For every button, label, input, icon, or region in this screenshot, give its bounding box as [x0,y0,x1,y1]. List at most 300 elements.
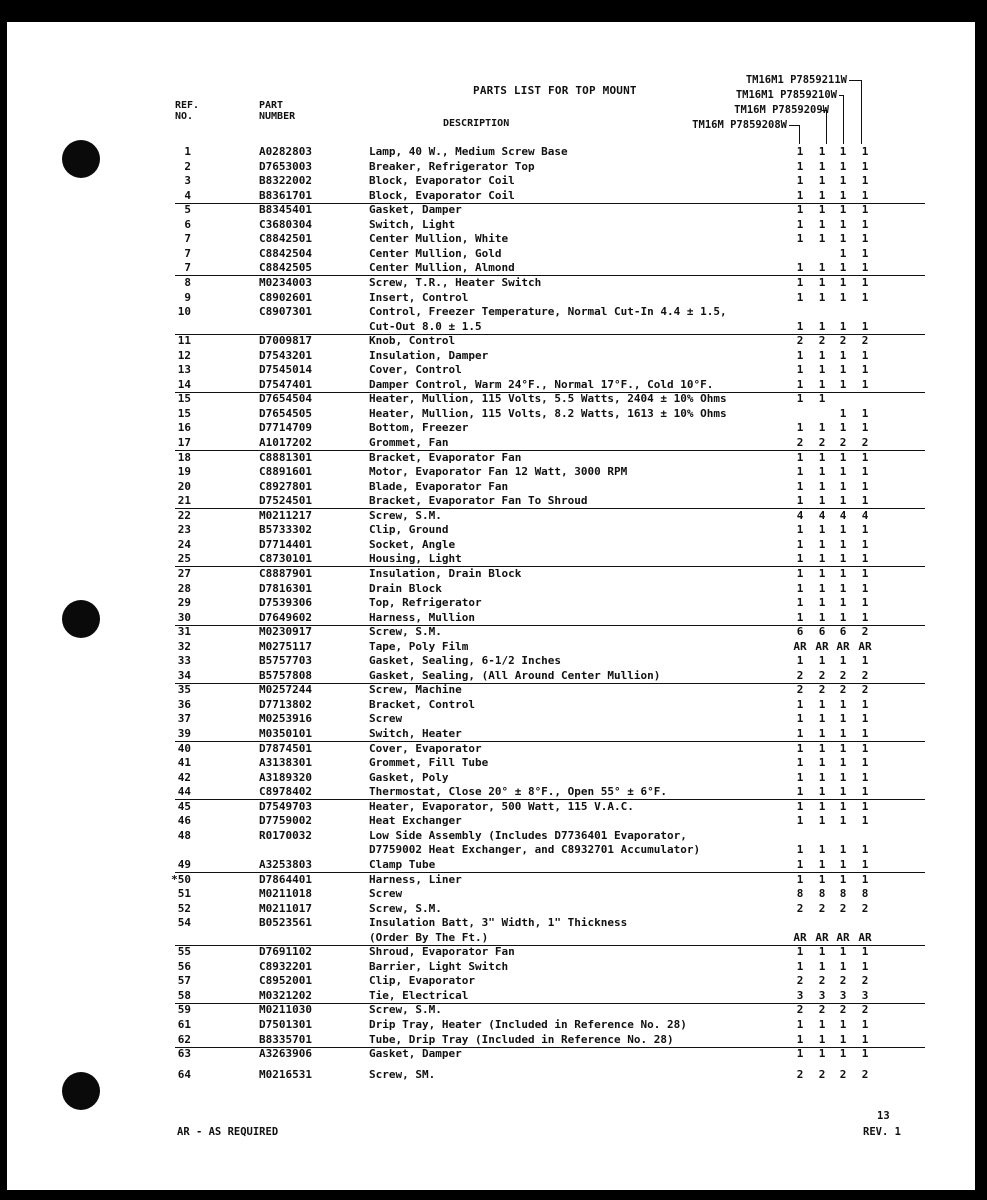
part-number: D7649602 [259,610,312,624]
part-number: C8907301 [259,305,312,319]
quantity-model-1: 1 [796,1047,804,1061]
description: Clip, Ground [369,523,449,537]
quantity-model-2: 1 [818,479,826,493]
part-number: A3263906 [259,1047,312,1061]
quantity-model-3: 1 [839,290,847,304]
quantity-model-4: 4 [861,508,869,522]
description: Lamp, 40 W., Medium Screw Base [369,145,568,158]
part-number: A3253803 [259,857,312,871]
ref-number: 31 [177,625,191,639]
quantity-model-1: 2 [796,436,804,449]
description: Grommet, Fill Tube [369,756,489,770]
quantity-model-1: 1 [796,523,804,537]
quantity-model-4: 2 [861,1003,869,1017]
ref-number: 13 [177,363,191,377]
quantity-model-1: 2 [796,974,804,988]
quantity-model-3: 1 [839,261,847,275]
quantity-model-1: AR [793,639,807,653]
quantity-model-4: 8 [861,887,869,901]
quantity-model-4: 1 [861,319,869,333]
ref-number: 21 [177,494,191,508]
quantity-model-2: 1 [818,275,826,289]
quantity-model-1: 1 [796,581,804,595]
quantity-model-4: 1 [861,450,869,464]
quantity-model-1: 1 [796,479,804,493]
quantity-model-4: 1 [861,945,869,959]
quantity-model-2: 1 [818,494,826,508]
description: Clamp Tube [369,857,436,871]
quantity-model-1: 6 [796,625,804,639]
quantity-model-1: 2 [796,683,804,697]
quantity-model-4: 1 [861,1032,869,1046]
ref-number: 9 [184,290,191,304]
quantity-model-3: 1 [839,450,847,464]
description: Screw, T.R., Heater Switch [369,275,542,289]
quantity-model-3: 1 [839,814,847,828]
ref-number: 58 [177,988,191,1002]
quantity-model-2: 1 [818,261,826,275]
quantity-model-1: 2 [796,1003,804,1017]
quantity-model-3: 3 [839,988,847,1002]
quantity-model-4: 1 [861,741,869,755]
ref-number: 57 [177,974,191,988]
quantity-model-1: 3 [796,988,804,1002]
part-number: C8730101 [259,552,312,566]
quantity-model-2: 1 [818,596,826,610]
part-number: B8335701 [259,1032,312,1046]
ref-number: 10 [177,305,191,319]
quantity-model-2: 1 [818,174,826,188]
ref-number: 51 [177,887,191,901]
quantity-model-1: 1 [796,319,804,333]
quantity-model-1: AR [793,930,807,944]
quantity-model-1: 1 [796,159,804,173]
part-number: D7864401 [259,872,312,886]
quantity-model-4: 2 [861,668,869,682]
parts-list-page [7,22,975,1190]
quantity-model-1: 1 [796,799,804,813]
description: Damper Control, Warm 24°F., Normal 17°F., Cold 10°F. [369,377,714,391]
part-number: C8978402 [259,785,312,799]
description: Screw, SM. [369,1067,436,1081]
ref-number: 32 [177,639,191,653]
quantity-model-3: 1 [839,363,847,377]
part-number: M0211018 [259,887,312,901]
quantity-model-4: 1 [861,843,869,857]
part-number: B8322002 [259,174,312,188]
quantity-model-4: AR [858,639,872,653]
quantity-model-1: 1 [796,174,804,188]
quantity-model-2: 1 [818,799,826,813]
quantity-model-3: 1 [839,843,847,857]
quantity-model-3: 1 [839,1047,847,1061]
description: Gasket, Sealing, 6-1/2 Inches [369,654,562,668]
description: Low Side Assembly (Includes D7736401 Evaporator, [369,828,687,842]
description: Tie, Electrical [369,988,469,1002]
ref-number: 18 [177,450,191,464]
quantity-model-4: 1 [861,188,869,202]
part-number: M0257244 [259,683,312,697]
part-number: D7549703 [259,799,312,813]
legend-note: AR - AS REQUIRED [177,1126,279,1138]
part-number: B8361701 [259,188,312,202]
quantity-model-3: 4 [839,508,847,522]
quantity-model-2: 1 [818,814,826,828]
quantity-model-1: 1 [796,814,804,828]
ref-number: 20 [177,479,191,493]
part-number: C8842501 [259,232,312,246]
part-number: D7539306 [259,596,312,610]
part-number: M0350101 [259,727,312,740]
description: Heater, Mullion, 115 Volts, 5.5 Watts, 2404 ± 10% Ohms [369,392,727,406]
part-number: B8345401 [259,203,312,217]
quantity-model-4: 1 [861,246,869,260]
part-number: B5757808 [259,668,312,682]
quantity-model-4: 1 [861,174,869,188]
ref-number: 35 [177,683,191,697]
quantity-model-2: 1 [818,159,826,173]
quantity-model-2: 1 [818,450,826,464]
quantity-model-3: 2 [839,668,847,682]
ref-number: 61 [177,1018,191,1031]
quantity-model-4: 1 [861,596,869,610]
description: Bracket, Evaporator Fan To Shroud [369,494,588,508]
description: Harness, Liner [369,872,462,886]
description: Socket, Angle [369,537,456,551]
quantity-model-1: 1 [796,654,804,668]
part-number: D7524501 [259,494,312,508]
quantity-model-1: 1 [796,275,804,289]
ref-number: 7 [184,232,191,246]
ref-number: 63 [177,1047,191,1061]
quantity-model-3: 1 [839,857,847,871]
ref-number: 49 [177,857,191,871]
description: Housing, Light [369,552,462,566]
description: Bottom, Freezer [369,421,469,435]
quantity-model-2: 8 [818,887,826,901]
ref-number: 1 [184,145,191,158]
quantity-model-4: 2 [861,974,869,988]
part-number: A0282803 [259,145,312,158]
quantity-model-4: 1 [861,523,869,537]
quantity-model-2: 1 [818,203,826,217]
quantity-model-1: 1 [796,756,804,770]
description: Grommet, Fan [369,436,449,449]
quantity-model-4: 1 [861,275,869,289]
quantity-model-3: 1 [839,406,847,420]
quantity-model-1: 1 [796,450,804,464]
model-heading-1: TM16M P7859208W [692,119,787,131]
quantity-model-4: 2 [861,901,869,915]
ref-number: 2 [184,159,191,173]
part-number: D7543201 [259,348,312,362]
ref-number: 37 [177,712,191,726]
quantity-model-2: AR [815,930,829,944]
quantity-model-1: 1 [796,945,804,959]
quantity-model-4: 2 [861,1067,869,1081]
description-header: DESCRIPTION [443,118,510,129]
description: Clip, Evaporator [369,974,475,988]
description: Gasket, Damper [369,1047,462,1061]
quantity-model-2: 1 [818,843,826,857]
quantity-model-3: 2 [839,334,847,348]
ref-number: 30 [177,610,191,624]
model-heading-2: TM16M P7859209W [734,104,829,116]
quantity-model-3: 1 [839,654,847,668]
quantity-model-2: 1 [818,712,826,726]
quantity-model-1: 1 [796,465,804,479]
quantity-model-3: 1 [839,275,847,289]
quantity-model-1: 1 [796,872,804,886]
description: Block, Evaporator Coil [369,188,515,202]
quantity-model-1: 1 [796,727,804,740]
quantity-model-2: 1 [818,857,826,871]
description: Screw, S.M. [369,901,442,915]
quantity-model-2: 1 [818,290,826,304]
part-number: D7654504 [259,392,312,406]
quantity-model-1: 8 [796,887,804,901]
ref-number: 24 [177,537,191,551]
quantity-model-1: 2 [796,668,804,682]
description: Drain Block [369,581,442,595]
ref-number: 16 [177,421,191,435]
quantity-model-3: 2 [839,1067,847,1081]
description: Gasket, Sealing, (All Around Center Mullion) [369,668,661,682]
quantity-model-3: 1 [839,421,847,435]
ref-number: 15 [177,406,191,420]
quantity-model-4: 1 [861,1047,869,1061]
quantity-model-3: 1 [839,145,847,158]
quantity-model-4: 1 [861,799,869,813]
quantity-model-1: 1 [796,261,804,275]
quantity-model-1: 1 [796,843,804,857]
quantity-model-3: 1 [839,159,847,173]
ref-number: 33 [177,654,191,668]
quantity-model-1: 1 [796,785,804,799]
description: Shroud, Evaporator Fan [369,945,515,959]
part-number: D7501301 [259,1018,312,1031]
quantity-model-1: 2 [796,334,804,348]
part-header: PART NUMBER [259,100,296,122]
description: Screw [369,712,403,726]
description: Heat Exchanger [369,814,462,828]
quantity-model-1: 1 [796,421,804,435]
ref-number: 46 [177,814,191,828]
binder-hole [62,600,100,638]
part-number: D7713802 [259,697,312,711]
quantity-model-1: 1 [796,610,804,624]
quantity-model-2: 1 [818,727,826,740]
ref-number: 4 [184,188,191,202]
ref-number: 17 [177,436,191,449]
part-number: B0523561 [259,916,312,930]
quantity-model-1: 1 [796,770,804,784]
ref-number: 34 [177,668,191,682]
quantity-model-1: 1 [796,392,804,406]
description: Gasket, Poly [369,770,449,784]
ref-number: 29 [177,596,191,610]
quantity-model-2: 1 [818,363,826,377]
quantity-model-3: 1 [839,785,847,799]
quantity-model-2: 1 [818,770,826,784]
quantity-model-4: 2 [861,436,869,449]
part-number: A3189320 [259,770,312,784]
description: Tube, Drip Tray (Included in Reference No. 28) [369,1032,674,1046]
quantity-model-2: 1 [818,756,826,770]
quantity-model-2: 1 [818,581,826,595]
part-number: M0216531 [259,1067,312,1081]
description: Harness, Mullion [369,610,475,624]
quantity-model-1: 1 [796,145,804,158]
description: Breaker, Refrigerator Top [369,159,535,173]
quantity-model-2: 6 [818,625,826,639]
part-number: D7545014 [259,363,312,377]
description: Center Mullion, White [369,232,509,246]
quantity-model-3: 1 [839,188,847,202]
description: Switch, Light [369,217,456,231]
model-heading-4: TM16M1 P7859211W [745,74,847,86]
quantity-model-2: 1 [818,610,826,624]
model-bracket [849,80,862,144]
ref-number: 23 [177,523,191,537]
quantity-model-4: 1 [861,770,869,784]
quantity-model-3: 2 [839,901,847,915]
quantity-model-1: 1 [796,217,804,231]
quantity-model-3: 1 [839,232,847,246]
part-number: C8891601 [259,465,312,479]
quantity-model-2: 2 [818,436,826,449]
part-number: M0234003 [259,275,312,289]
quantity-model-4: 1 [861,727,869,740]
quantity-model-4: 1 [861,697,869,711]
quantity-model-2: 1 [818,654,826,668]
quantity-model-4: 1 [861,290,869,304]
ref-number: 36 [177,697,191,711]
description: Screw, S.M. [369,625,442,639]
quantity-model-1: 1 [796,566,804,580]
quantity-model-2: 1 [818,1047,826,1061]
quantity-model-4: 1 [861,814,869,828]
quantity-model-3: 1 [839,799,847,813]
part-number: M0253916 [259,712,312,726]
quantity-model-2: 3 [818,988,826,1002]
ref-number: 6 [184,217,191,231]
part-number: C8887901 [259,566,312,580]
part-number: M0211217 [259,508,312,522]
description: Top, Refrigerator [369,596,482,610]
quantity-model-3: 1 [839,1018,847,1031]
quantity-model-3: 1 [839,596,847,610]
quantity-model-2: 1 [818,188,826,202]
part-number: C8952001 [259,974,312,988]
part-number: D7691102 [259,945,312,959]
quantity-model-4: 1 [861,552,869,566]
binder-hole [62,140,100,178]
quantity-model-3: 1 [839,523,847,537]
description: Cover, Control [369,363,462,377]
model-bracket [839,95,844,144]
ref-number: 7 [184,246,191,260]
description: Heater, Evaporator, 500 Watt, 115 V.A.C. [369,799,634,813]
description: Cut-Out 8.0 ± 1.5 [369,319,482,333]
quantity-model-1: 1 [796,741,804,755]
quantity-model-2: 1 [818,319,826,333]
description: Insert, Control [369,290,469,304]
quantity-model-3: 8 [839,887,847,901]
quantity-model-1: 1 [796,290,804,304]
quantity-model-3: 1 [839,770,847,784]
quantity-model-2: 2 [818,334,826,348]
quantity-model-2: 1 [818,945,826,959]
quantity-model-2: 1 [818,348,826,362]
quantity-model-3: 1 [839,479,847,493]
description: Center Mullion, Gold [369,246,502,260]
ref-number: 7 [184,261,191,275]
quantity-model-1: 2 [796,901,804,915]
quantity-model-4: 1 [861,785,869,799]
ref-number: *50 [171,872,191,886]
quantity-model-4: 1 [861,756,869,770]
description: Screw, S.M. [369,1003,442,1017]
quantity-model-2: 2 [818,974,826,988]
ref-number: 40 [177,741,191,755]
part-number: M0211030 [259,1003,312,1017]
part-number: C8842504 [259,246,312,260]
quantity-model-4: 1 [861,217,869,231]
quantity-model-4: 2 [861,683,869,697]
quantity-model-4: AR [858,930,872,944]
quantity-model-3: AR [836,930,850,944]
ref-number: 55 [177,945,191,959]
quantity-model-1: 2 [796,1067,804,1081]
description: Heater, Mullion, 115 Volts, 8.2 Watts, 1613 ± 10% Ohms [369,406,727,420]
quantity-model-2: 1 [818,232,826,246]
page-number: 13 [877,1110,890,1122]
quantity-model-2: 1 [818,1032,826,1046]
quantity-model-3: 1 [839,465,847,479]
quantity-model-2: 1 [818,697,826,711]
quantity-model-2: 1 [818,377,826,391]
quantity-model-1: 1 [796,596,804,610]
part-number: D7874501 [259,741,312,755]
ref-number: 56 [177,959,191,973]
part-number: M0275117 [259,639,312,653]
ref-number: 52 [177,901,191,915]
ref-number: 28 [177,581,191,595]
quantity-model-2: 2 [818,901,826,915]
quantity-model-4: 1 [861,377,869,391]
quantity-model-1: 1 [796,552,804,566]
description: Knob, Control [369,334,456,348]
quantity-model-2: 1 [818,566,826,580]
ref-number: 3 [184,174,191,188]
description: Switch, Heater [369,727,462,740]
quantity-model-4: 1 [861,654,869,668]
quantity-model-4: 1 [861,857,869,871]
part-number: D7714709 [259,421,312,435]
model-bracket [789,125,800,144]
quantity-model-3: 1 [839,872,847,886]
quantity-model-2: 1 [818,145,826,158]
revision: REV. 1 [863,1126,901,1138]
quantity-model-3: 2 [839,974,847,988]
model-bracket [822,110,827,144]
quantity-model-1: 1 [796,1032,804,1046]
ref-number: 39 [177,727,191,740]
ref-number: 11 [177,334,191,348]
quantity-model-1: 1 [796,203,804,217]
quantity-model-1: 1 [796,712,804,726]
